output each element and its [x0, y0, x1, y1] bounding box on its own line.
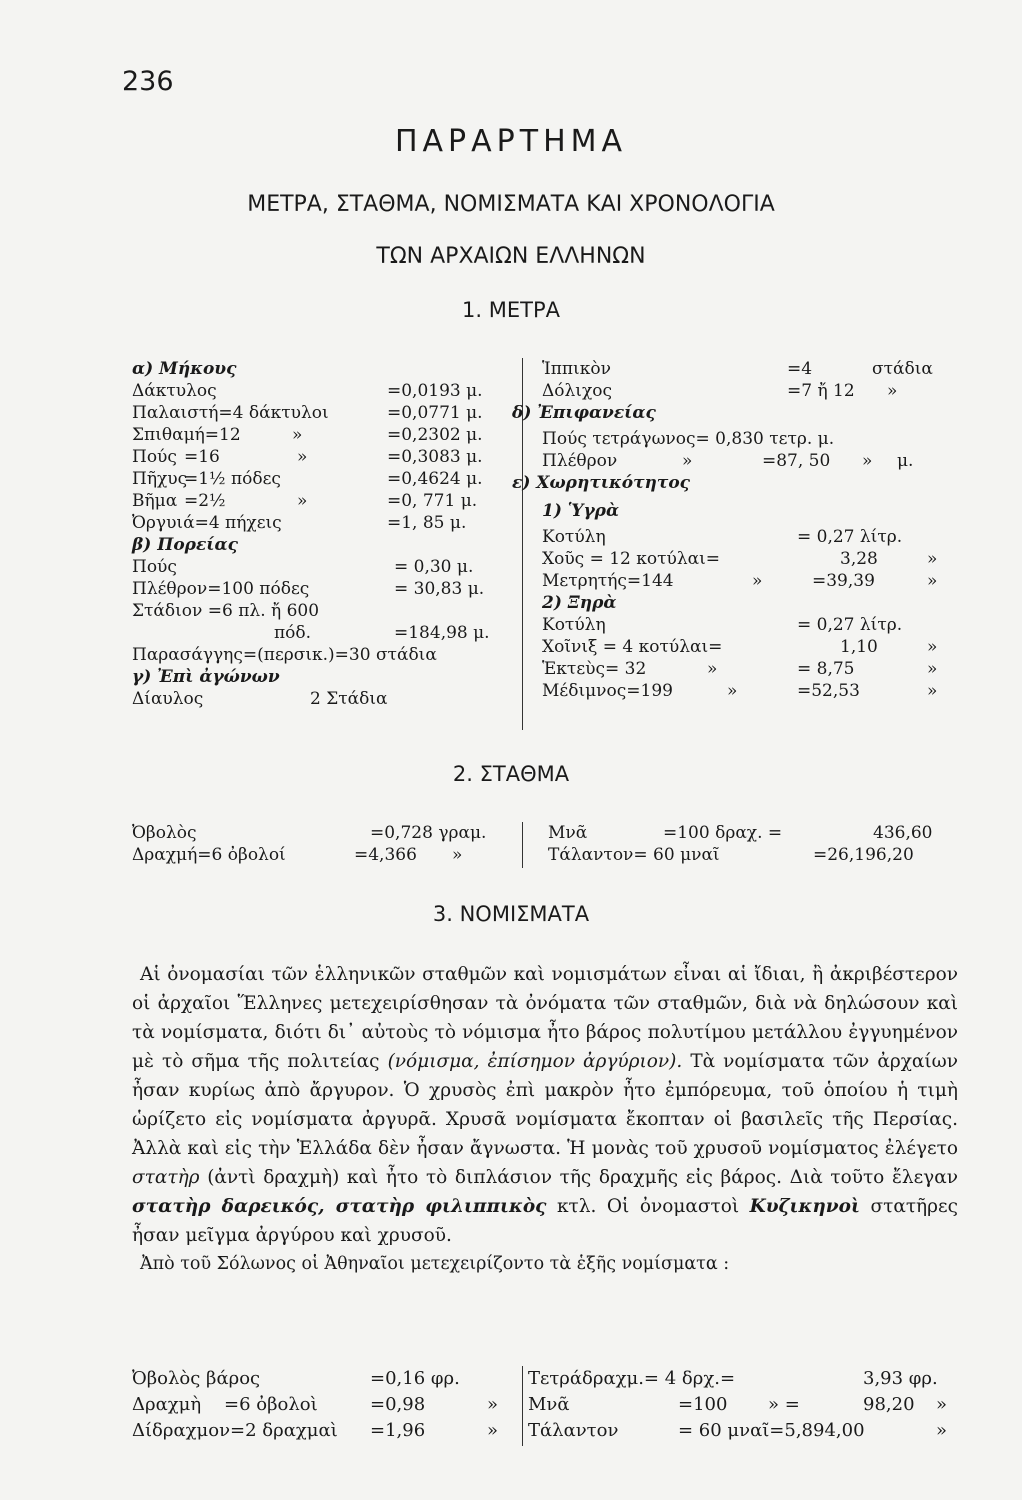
- table-row: [132, 556, 517, 578]
- row-label: Τάλαντον: [528, 1420, 619, 1441]
- row-label: Βῆμα: [132, 491, 178, 511]
- row-ditto: »: [936, 1394, 948, 1415]
- row-label: Μετρητής=144: [542, 571, 674, 591]
- row-value: 1,10: [840, 637, 878, 657]
- row-label: Ἑκτεὺς= 32: [542, 659, 647, 679]
- subtitle-line-1: ΜΕΤΡΑ, ΣΤΑΘΜΑ, ΝΟΜΙΣΜΑΤΑ ΚΑΙ ΧΡΟΝΟΛΟΓΙΑ: [247, 192, 775, 217]
- row-ditto: »: [887, 381, 898, 401]
- row-value: 3,28: [840, 549, 878, 569]
- row-ditto: »: [707, 659, 718, 679]
- row-value: =87, 50: [762, 451, 831, 471]
- row-label: Δόλιχος: [542, 381, 613, 401]
- row-unit: μ.: [897, 451, 914, 471]
- row-label: Μνᾶ: [528, 1394, 570, 1415]
- row-value: =0,0193 μ.: [387, 381, 483, 401]
- row-value: =1, 85 μ.: [387, 513, 467, 533]
- capacity-header: ε) Χωρητικότητος: [512, 473, 691, 493]
- metra-right-table: [512, 358, 952, 702]
- table-row: [132, 688, 517, 710]
- row-value: =0,2302 μ.: [387, 425, 483, 445]
- text-run: κτλ. Οἱ ὀνομαστοὶ: [556, 1196, 740, 1217]
- table-row: [542, 680, 952, 702]
- row-label: Στάδιον =6 πλ. ἤ 600: [132, 601, 320, 621]
- column-divider: [522, 822, 523, 868]
- row-label: Κοτύλη: [542, 615, 606, 635]
- row-value: 3,93 φρ.: [863, 1368, 938, 1389]
- row-label: Πούς: [132, 447, 177, 467]
- row-label: Παρασάγγης=(περσικ.)=30 στάδια: [132, 645, 437, 665]
- row-label: Χοῖνιξ = 4 κοτύλαι=: [542, 637, 723, 657]
- row-value: = 0,30 μ.: [394, 557, 474, 577]
- row-label: Πλέθρον=100 πόδες: [132, 579, 310, 599]
- table-row: [542, 614, 952, 636]
- column-divider: [522, 1366, 523, 1446]
- row-value: 2 Στάδια: [310, 689, 388, 709]
- table-row: [132, 402, 517, 424]
- table-row: [542, 380, 952, 402]
- table-row: [132, 644, 517, 666]
- row-label: Παλαιστή=4 δάκτυλοι: [132, 403, 329, 423]
- row-label: Μνᾶ: [548, 823, 588, 843]
- stathma-left-table: [132, 822, 517, 866]
- row-label: Δραχμὴ: [132, 1394, 202, 1415]
- table-row: [132, 490, 517, 512]
- row-label: Σπιθαμή=12: [132, 425, 241, 445]
- liquid-subheader: 1) Ὑγρὰ: [542, 501, 620, 521]
- row-value: = 0,27 λίτρ.: [797, 527, 903, 547]
- table-row: [542, 548, 952, 570]
- row-ditto: »: [862, 451, 873, 471]
- table-row: [542, 636, 952, 658]
- row-label: Μέδιμνος=199: [542, 681, 673, 701]
- table-row: [542, 450, 952, 472]
- row-label: Ὀργυιά=4 πήχεις: [132, 513, 282, 533]
- paragraph-text: Ἀπὸ τοῦ Σόλωνος οἱ Ἀθηναῖοι μετεχειρίζοντο τὰ ἑξῆς νομίσματα :: [140, 1254, 730, 1274]
- row-value: =0, 771 μ.: [387, 491, 478, 511]
- row-label: Τάλαντον= 60 μναῖ: [548, 845, 720, 865]
- distance-header: β) Πορείας: [132, 535, 238, 555]
- table-row: [132, 822, 517, 844]
- row-value: =26,196,20: [813, 845, 914, 865]
- table-row: [548, 822, 958, 844]
- row-value: =4,366: [354, 845, 417, 865]
- table-row: [132, 512, 517, 534]
- row-label: Ὀβολὸς: [132, 823, 197, 843]
- contests-header: γ) Ἐπὶ ἀγώνων: [132, 667, 280, 687]
- table-row: [132, 844, 517, 866]
- text-run-italic: στατὴρ: [132, 1167, 200, 1188]
- row-value: 98,20: [863, 1394, 915, 1415]
- row-label: Δάκτυλος: [132, 381, 217, 401]
- row-label: Δίαυλος: [132, 689, 204, 709]
- row-ditto: »: [297, 447, 308, 467]
- table-row: [132, 468, 517, 490]
- table-row: [132, 1366, 517, 1392]
- area-header: δ) Ἐπιφανείας: [512, 403, 656, 423]
- row-ditto: »: [452, 845, 463, 865]
- row-ditto: »: [927, 659, 938, 679]
- table-row: [528, 1392, 968, 1418]
- row-value: =7 ἤ 12: [787, 381, 855, 401]
- row-ditto: »: [927, 637, 938, 657]
- paragraph-text: [132, 960, 958, 1250]
- coins-right-table: [528, 1366, 968, 1444]
- text-run: (ἀντὶ δραχμὴ) καὶ ἦτο τὸ διπλάσιον τῆς δραχμῆς εἰς βάρος. Διὰ τοῦτο ἔλεγαν: [207, 1167, 958, 1188]
- table-row: [542, 570, 952, 592]
- row-label: Χοῦς = 12 κοτύλαι=: [542, 549, 721, 569]
- page-title: ΠΑΡΑΡΤΗΜΑ: [394, 124, 628, 159]
- row-value: =184,98 μ.: [394, 623, 490, 643]
- table-row: [528, 1366, 968, 1392]
- row-unit: στάδια: [872, 359, 933, 379]
- row-label: Τετράδραχμ.= 4 δρχ.=: [528, 1368, 736, 1389]
- table-row: [132, 578, 517, 600]
- row-value: =39,39: [812, 571, 875, 591]
- text-run: Αἱ ὀνομασίαι τῶν ἑλληνικῶν σταθμῶν καὶ νομισμάτων εἶναι αἱ ἴδιαι, ἢ ἀκριβέστερον οἱ ἀρχαῖοι Ἕλληνες μετεχειρίσθησαν τὰ ὀνόματα τῶν σταθμῶν, διὰ νὰ δηλώσουν καὶ τὰ νομίσματα, διότι δι᾽ αὐτοὺς τὸ νόμισμα ἦτο βάρος πολυτίμου μετάλλου ἐγγυημένον μὲ τὸ σῆμα τῆς πολιτείας: [132, 964, 958, 1072]
- table-row: [132, 446, 517, 468]
- table-row: [132, 424, 517, 446]
- table-row: [542, 658, 952, 680]
- row-count: =2½: [184, 491, 226, 511]
- row-label: Πλέθρον: [542, 451, 618, 471]
- row-value: =0,16 φρ.: [370, 1368, 460, 1389]
- table-row: [528, 1418, 968, 1444]
- row-label: Κοτύλη: [542, 527, 606, 547]
- row-label: Πούς: [132, 557, 177, 577]
- row-value: = 0,27 λίτρ.: [797, 615, 903, 635]
- table-row: [542, 428, 952, 450]
- row-ditto: »: [927, 681, 938, 701]
- dry-subheader: 2) Ξηρὰ: [542, 593, 617, 613]
- table-row: [542, 358, 952, 380]
- row-value: =4: [787, 359, 813, 379]
- row-value: =0,0771 μ.: [387, 403, 483, 423]
- row-label: πόδ.: [274, 623, 312, 643]
- row-count: =100: [678, 1394, 728, 1415]
- row-value: = 30,83 μ.: [394, 579, 485, 599]
- text-run: Τὰ νομίσματα τῶν ἀρχαίων ἦσαν κυρίως ἀπὸ ἄργυρον. Ὁ χρυσὸς ἐπὶ μακρὸν ἦτο ἐμπόρευμα, τοῦ ὁποίου ἡ τιμὴ ὡρίζετο εἰς νομίσματα ἀργυρᾶ. Χρυσᾶ νομίσματα ἔκοπταν οἱ βασιλεῖς τῆς Περσίας. Ἀλλὰ καὶ εἰς τὴν Ἑλλάδα δὲν ἦσαν ἄγνωστα. Ἡ μονὰς τοῦ χρυσοῦ νομίσματος ἐλέγετο: [132, 1051, 958, 1159]
- row-count: =6 ὀβολοὶ: [224, 1394, 318, 1415]
- metra-left-table: [132, 358, 517, 710]
- table-row: [132, 622, 517, 644]
- row-value: =1,96: [370, 1420, 426, 1441]
- text-run: στατῆρες ἦσαν μεῖγμα ἀργύρου καὶ χρυσοῦ.: [132, 1196, 958, 1246]
- table-row: [132, 1418, 517, 1444]
- row-value: =100 δραχ. =: [663, 823, 783, 843]
- table-row: [132, 600, 517, 622]
- table-row: [548, 844, 958, 866]
- table-row: [132, 1392, 517, 1418]
- table-row: [542, 526, 952, 548]
- row-label: Ὀβολὸς βάρος: [132, 1368, 261, 1389]
- text-run-italic: Κυζικηνοὶ: [749, 1196, 860, 1217]
- row-ditto: »: [487, 1394, 499, 1415]
- page-number: 236: [122, 66, 174, 97]
- row-ditto: »: [682, 451, 693, 471]
- row-ditto: »: [927, 571, 938, 591]
- row-ditto: »: [292, 425, 303, 445]
- row-value: = 60 μναῖ=5,894,00: [678, 1420, 865, 1441]
- table-row: [132, 380, 517, 402]
- row-label: Ἱππικὸν: [542, 359, 611, 379]
- section-heading-stathma: 2. ΣΤΑΘΜΑ: [452, 762, 570, 786]
- row-value: =52,53: [797, 681, 860, 701]
- row-ditto: »: [927, 549, 938, 569]
- stathma-right-table: [548, 822, 958, 866]
- row-label: Πῆχυς: [132, 469, 188, 489]
- text-run-italic: (νόμισμα, ἐπίσημον ἀργύριον).: [387, 1051, 683, 1072]
- subtitle-line-2: ΤΩΝ ΑΡΧΑΙΩΝ ΕΛΛΗΝΩΝ: [376, 244, 646, 269]
- row-ditto: »: [297, 491, 308, 511]
- row-value: = 8,75: [797, 659, 855, 679]
- section-heading-metra: 1. ΜΕΤΡΑ: [462, 298, 560, 322]
- row-label: Πούς τετράγωνος= 0,830 τετρ. μ.: [542, 429, 835, 449]
- row-value: =0,98: [370, 1394, 426, 1415]
- row-ditto: » =: [768, 1394, 800, 1415]
- row-value: =0,728 γραμ.: [370, 823, 487, 843]
- row-count: =16: [184, 447, 220, 467]
- section-heading-nomismata: 3. ΝΟΜΙΣΜΑΤΑ: [432, 902, 590, 926]
- coins-paragraph: [132, 960, 958, 1279]
- row-label: Δίδραχμον=2 δραχμαὶ: [132, 1420, 338, 1441]
- row-ditto: »: [752, 571, 763, 591]
- coins-left-table: [132, 1366, 517, 1444]
- row-value: =0,4624 μ.: [387, 469, 483, 489]
- length-header: α) Μήκους: [132, 359, 237, 379]
- row-ditto: »: [487, 1420, 499, 1441]
- row-value: 436,60: [873, 823, 933, 843]
- row-value: =0,3083 μ.: [387, 447, 483, 467]
- row-count: =1½ πόδες: [184, 469, 281, 489]
- text-run-italic: στατὴρ δαρεικός, στατὴρ φιλιππικὸς: [132, 1196, 547, 1217]
- row-ditto: »: [936, 1420, 948, 1441]
- row-ditto: »: [727, 681, 738, 701]
- row-label: Δραχμή=6 ὀβολοί: [132, 845, 286, 865]
